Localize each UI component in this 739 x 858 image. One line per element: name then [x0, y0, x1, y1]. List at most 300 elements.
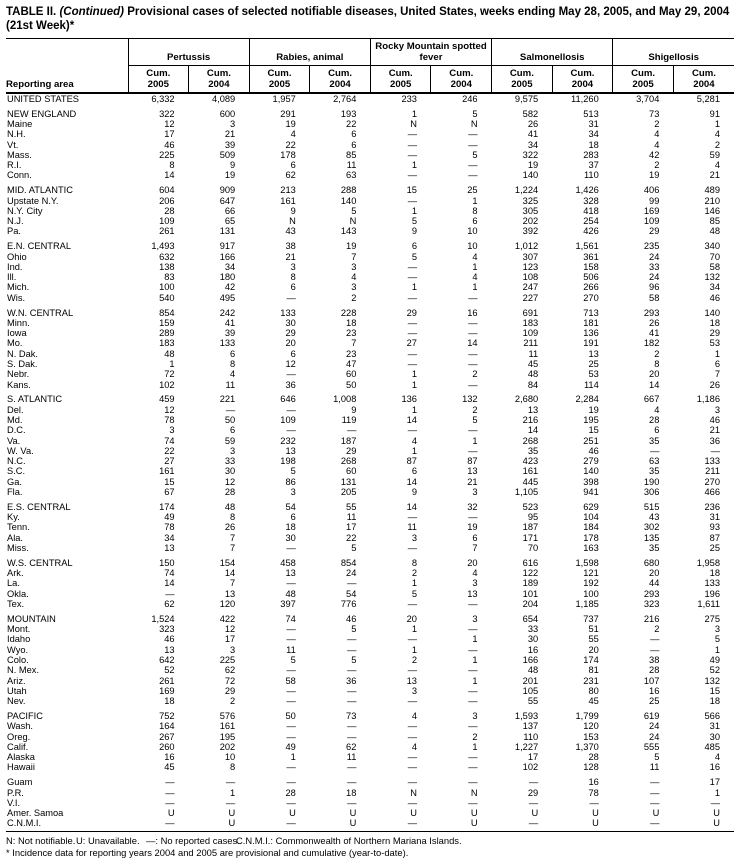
- value-cell: —: [407, 731, 417, 742]
- value-cell: —: [165, 588, 175, 599]
- value-cell: 67: [164, 487, 175, 498]
- table-row: [6, 711, 734, 721]
- value-cell: 513: [583, 108, 599, 119]
- value-cell: 195: [219, 731, 236, 742]
- value-cell: 19: [346, 241, 357, 252]
- value-cell: 35: [649, 466, 660, 477]
- value-cell: 83: [164, 272, 175, 283]
- value-cell: 397: [280, 599, 296, 610]
- value-cell: 540: [159, 292, 175, 303]
- value-cell: —: [347, 797, 357, 808]
- value-cell: 34: [588, 129, 599, 140]
- value-cell: 6: [411, 466, 417, 477]
- value-cell: 171: [522, 532, 539, 543]
- value-cell: 3: [230, 644, 236, 655]
- reporting-area-cell: Oreg.: [7, 731, 31, 742]
- col-group-rabies-animal: Rabies, animal: [249, 38, 370, 65]
- value-cell: —: [468, 777, 478, 788]
- value-cell: 5: [351, 543, 357, 554]
- value-cell: 22: [346, 532, 357, 543]
- col-group-salmonellosis: Salmonellosis: [492, 38, 613, 65]
- value-cell: 25: [467, 185, 478, 196]
- reporting-area-cell: Ohio: [7, 251, 27, 262]
- legend-cnmi: C.N.M.I.: Commonwealth of Northern Mariana Islands.: [236, 834, 462, 846]
- value-cell: —: [407, 762, 417, 773]
- value-cell: 140: [704, 307, 720, 318]
- value-cell: —: [286, 578, 296, 589]
- value-cell: 1,186: [696, 394, 720, 405]
- table-row: [6, 512, 734, 522]
- table-row: [6, 466, 734, 476]
- value-cell: —: [468, 425, 478, 436]
- value-cell: 5: [290, 655, 296, 666]
- value-cell: 59: [224, 435, 236, 446]
- table-row: [6, 282, 734, 292]
- value-cell: 228: [340, 307, 357, 318]
- value-cell: 1: [472, 675, 478, 686]
- value-cell: 18: [709, 317, 720, 328]
- value-cell: —: [165, 818, 175, 829]
- value-cell: 78: [588, 787, 599, 798]
- value-cell: 24: [649, 251, 660, 262]
- value-cell: 14: [224, 568, 236, 579]
- value-cell: 34: [164, 532, 175, 543]
- value-cell: 555: [643, 741, 660, 752]
- table-row: [6, 436, 734, 446]
- value-cell: 36: [709, 435, 720, 446]
- value-cell: N: [349, 216, 357, 227]
- value-cell: 87: [406, 456, 417, 467]
- value-cell: 50: [346, 379, 357, 390]
- value-cell: U: [167, 808, 175, 819]
- value-cell: 202: [219, 741, 236, 752]
- value-cell: —: [407, 818, 417, 829]
- table-row: [6, 634, 734, 644]
- value-cell: 85: [709, 216, 720, 227]
- value-cell: 14: [164, 170, 175, 181]
- value-cell: 41: [527, 129, 539, 140]
- value-cell: 3: [411, 685, 417, 696]
- value-cell: 305: [522, 205, 539, 216]
- value-cell: 5: [351, 205, 357, 216]
- value-cell: 1: [472, 261, 478, 272]
- value-cell: 1: [411, 578, 417, 589]
- value-cell: 6: [472, 216, 478, 227]
- value-cell: 1,493: [151, 241, 175, 252]
- value-cell: —: [407, 195, 417, 206]
- value-cell: 13: [588, 348, 599, 359]
- value-cell: 6: [472, 532, 478, 543]
- value-cell: 776: [340, 599, 357, 610]
- value-cell: U: [531, 808, 539, 819]
- value-cell: 74: [164, 568, 175, 579]
- reporting-area-cell: Vt.: [7, 139, 19, 150]
- table-row: [6, 369, 734, 379]
- value-cell: —: [407, 512, 417, 523]
- title-week: (21st Week)*: [6, 20, 75, 33]
- value-cell: 23: [346, 348, 357, 359]
- value-cell: —: [468, 512, 478, 523]
- table-row: [6, 752, 734, 762]
- reporting-area-cell: Ind.: [7, 261, 23, 272]
- reporting-area-cell: Mont.: [7, 624, 31, 635]
- value-cell: 18: [285, 522, 296, 533]
- value-cell: 72: [164, 369, 175, 380]
- value-cell: 19: [224, 170, 236, 181]
- table-row: [6, 502, 734, 512]
- value-cell: 169: [643, 205, 660, 216]
- value-cell: 20: [649, 568, 660, 579]
- value-cell: 4: [351, 272, 357, 283]
- value-cell: 6,332: [151, 93, 175, 104]
- reporting-area-cell: Minn.: [7, 317, 30, 328]
- value-cell: 28: [285, 787, 296, 798]
- value-cell: 1: [411, 282, 417, 293]
- value-cell: 193: [340, 108, 357, 119]
- value-cell: 204: [522, 599, 539, 610]
- value-cell: 3,704: [636, 93, 660, 104]
- table-row: [6, 558, 734, 568]
- value-cell: 13: [285, 445, 296, 456]
- table-row: [6, 308, 734, 318]
- value-cell: —: [347, 665, 357, 676]
- value-cell: 13: [164, 543, 175, 554]
- value-cell: 1,105: [514, 487, 539, 498]
- value-cell: 20: [467, 557, 478, 568]
- value-cell: 150: [159, 557, 175, 568]
- value-cell: 25: [709, 543, 720, 554]
- value-cell: —: [468, 317, 478, 328]
- value-cell: 235: [643, 241, 660, 252]
- value-cell: 854: [340, 557, 357, 568]
- reporting-area-cell: Del.: [7, 404, 24, 415]
- reporting-area-cell: Fla.: [7, 487, 23, 498]
- value-cell: —: [407, 777, 417, 788]
- value-cell: 47: [346, 359, 357, 369]
- value-cell: 201: [522, 675, 539, 686]
- table-row: [6, 160, 734, 170]
- value-cell: 14: [406, 414, 417, 425]
- value-cell: 133: [704, 456, 720, 467]
- value-cell: 38: [285, 241, 296, 252]
- value-cell: U: [349, 818, 357, 829]
- table-row: [6, 380, 734, 390]
- reporting-area-cell: Alaska: [7, 752, 35, 763]
- value-cell: 13: [467, 588, 478, 599]
- title-text: Provisional cases of selected notifiable diseases, United States, weeks ending May 28, 2005, and May 29, 2004: [127, 6, 730, 18]
- table-title: [6, 5, 734, 34]
- value-cell: 3: [169, 425, 175, 436]
- value-cell: 9: [411, 487, 417, 498]
- value-cell: 1,426: [575, 185, 599, 196]
- value-cell: 19: [467, 522, 478, 533]
- value-cell: 268: [340, 456, 357, 467]
- reporting-area-cell: Amer. Samoa: [7, 808, 64, 819]
- reporting-area-cell: N.Y. City: [7, 205, 43, 216]
- reporting-area-cell: Colo.: [7, 655, 29, 666]
- value-cell: 109: [522, 328, 539, 339]
- table-row: [6, 272, 734, 282]
- value-cell: —: [468, 328, 478, 339]
- value-cell: 445: [522, 476, 539, 487]
- value-cell: 16: [527, 644, 539, 655]
- value-cell: 49: [709, 655, 720, 666]
- table-row: [6, 456, 734, 466]
- value-cell: 32: [467, 501, 478, 512]
- value-cell: 242: [219, 307, 236, 318]
- value-cell: 7: [472, 543, 478, 554]
- value-cell: 136: [583, 328, 599, 339]
- notifiable-diseases-table: [6, 38, 734, 832]
- value-cell: —: [650, 797, 660, 808]
- value-cell: 24: [346, 568, 357, 579]
- value-cell: 13: [406, 675, 417, 686]
- table-number: TABLE II.: [6, 6, 57, 18]
- value-cell: 4: [714, 752, 720, 763]
- value-cell: 3: [714, 624, 720, 635]
- reporting-area-cell: Mass.: [7, 149, 32, 160]
- value-cell: 9: [290, 205, 296, 216]
- reporting-area-cell: P.R.: [7, 787, 24, 798]
- value-cell: 46: [709, 414, 720, 425]
- table-row: [6, 262, 734, 272]
- value-cell: 110: [583, 170, 599, 181]
- value-cell: 49: [285, 741, 296, 752]
- value-cell: 909: [219, 185, 236, 196]
- value-cell: —: [286, 624, 296, 635]
- value-cell: 236: [704, 501, 720, 512]
- value-cell: —: [286, 762, 296, 773]
- value-cell: 6: [290, 512, 296, 523]
- value-cell: 275: [704, 613, 720, 624]
- reporting-area-cell: Okla.: [7, 588, 29, 599]
- value-cell: 941: [583, 487, 599, 498]
- value-cell: 5: [290, 466, 296, 477]
- value-cell: 3: [351, 282, 357, 293]
- value-cell: 128: [583, 762, 599, 773]
- value-cell: 28: [649, 665, 660, 676]
- value-cell: 21: [709, 170, 720, 181]
- value-cell: 458: [280, 557, 296, 568]
- table-row: [6, 696, 734, 706]
- value-cell: 18: [346, 787, 357, 798]
- value-cell: 1: [472, 195, 478, 206]
- value-cell: 3: [472, 578, 478, 589]
- value-cell: 4: [714, 129, 720, 140]
- value-cell: 293: [643, 307, 660, 318]
- value-cell: —: [468, 160, 478, 171]
- value-cell: 31: [709, 512, 720, 523]
- value-cell: —: [468, 129, 478, 140]
- value-cell: 293: [643, 588, 660, 599]
- table-row: [6, 599, 734, 609]
- value-cell: 231: [583, 675, 599, 686]
- value-cell: —: [407, 129, 417, 140]
- value-cell: 86: [285, 476, 296, 487]
- value-cell: U: [470, 818, 478, 829]
- value-cell: 123: [522, 261, 539, 272]
- reporting-area-cell: Kans.: [7, 379, 31, 390]
- value-cell: 37: [588, 160, 599, 171]
- reporting-area-cell: Wash.: [7, 721, 34, 732]
- value-cell: —: [468, 644, 478, 655]
- value-cell: 34: [527, 139, 539, 150]
- table-row: [6, 109, 734, 119]
- value-cell: —: [650, 445, 660, 456]
- value-cell: 189: [522, 578, 539, 589]
- reporting-area-cell: Nebr.: [7, 369, 30, 380]
- table-row: [6, 568, 734, 578]
- value-cell: 136: [401, 394, 417, 405]
- value-cell: 1: [169, 359, 175, 369]
- value-cell: 680: [643, 557, 660, 568]
- reporting-area-cell: MOUNTAIN: [7, 613, 56, 624]
- value-cell: 55: [588, 634, 599, 645]
- table-row: [6, 93, 734, 104]
- value-cell: 6: [714, 359, 720, 369]
- value-cell: 191: [583, 338, 599, 349]
- value-cell: 95: [527, 512, 539, 523]
- col-group-rocky-mountain-spotted-fever: Rocky Mountain spotted fever: [370, 38, 491, 65]
- reporting-area-cell: Guam: [7, 777, 33, 788]
- value-cell: 74: [285, 613, 296, 624]
- value-cell: 114: [583, 379, 599, 390]
- value-cell: —: [407, 149, 417, 160]
- reporting-area-cell: D.C.: [7, 425, 26, 436]
- value-cell: 63: [649, 456, 660, 467]
- value-cell: 322: [522, 149, 539, 160]
- value-cell: 291: [280, 108, 296, 119]
- reporting-area-cell: W.N. CENTRAL: [7, 307, 74, 318]
- value-cell: U: [410, 808, 417, 819]
- value-cell: 1,012: [514, 241, 539, 252]
- value-cell: U: [289, 808, 296, 819]
- value-cell: 196: [704, 588, 720, 599]
- value-cell: 100: [159, 282, 175, 293]
- reporting-area-cell: Upstate N.Y.: [7, 195, 59, 206]
- value-cell: 489: [704, 185, 720, 196]
- value-cell: —: [225, 404, 236, 415]
- value-cell: 34: [224, 261, 236, 272]
- subcol-cum-2004: Cum. 2004: [673, 65, 734, 93]
- footnotes: [6, 835, 734, 858]
- value-cell: 21: [709, 425, 720, 436]
- table-row: [6, 589, 734, 599]
- value-cell: 65: [224, 216, 236, 227]
- value-cell: 10: [467, 241, 478, 252]
- value-cell: 21: [224, 129, 236, 140]
- value-cell: —: [589, 797, 599, 808]
- value-cell: 485: [704, 741, 720, 752]
- value-cell: 30: [224, 466, 236, 477]
- value-cell: 11: [286, 644, 296, 655]
- value-cell: —: [286, 665, 296, 676]
- value-cell: —: [286, 777, 296, 788]
- value-cell: 131: [219, 226, 236, 237]
- value-cell: 4: [411, 741, 417, 752]
- value-cell: 45: [588, 696, 599, 707]
- value-cell: 323: [643, 599, 660, 610]
- table-row: [6, 150, 734, 160]
- table-row: [6, 721, 734, 731]
- value-cell: 109: [643, 216, 660, 227]
- value-cell: 35: [649, 543, 660, 554]
- subcol-cum-2004: Cum. 2004: [552, 65, 613, 93]
- value-cell: 58: [285, 675, 296, 686]
- value-cell: U: [228, 818, 236, 829]
- value-cell: 110: [523, 731, 539, 742]
- value-cell: 45: [164, 762, 175, 773]
- value-cell: 195: [583, 414, 599, 425]
- value-cell: 143: [340, 226, 357, 237]
- value-cell: 85: [346, 149, 357, 160]
- subcol-cum-2005: Cum. 2005: [370, 65, 431, 93]
- value-cell: 466: [704, 487, 720, 498]
- value-cell: 3: [230, 118, 236, 129]
- value-cell: 163: [583, 543, 599, 554]
- value-cell: N: [410, 118, 417, 129]
- value-cell: 30: [709, 731, 720, 742]
- value-cell: —: [407, 721, 417, 732]
- value-cell: 169: [159, 685, 175, 696]
- value-cell: 109: [280, 414, 296, 425]
- table-row: [6, 614, 734, 624]
- value-cell: 14: [164, 578, 175, 589]
- value-cell: 50: [224, 414, 236, 425]
- col-group-shigellosis: Shigellosis: [613, 38, 734, 65]
- value-cell: 289: [159, 328, 175, 339]
- value-cell: 322: [159, 108, 175, 119]
- legend-unavailable: U: Unavailable.: [76, 834, 140, 846]
- table-row: [6, 226, 734, 236]
- value-cell: 3: [411, 532, 417, 543]
- value-cell: 138: [159, 261, 175, 272]
- table-row: [6, 655, 734, 665]
- value-cell: 232: [280, 435, 296, 446]
- value-cell: 4: [714, 160, 720, 171]
- value-cell: 1,799: [575, 711, 599, 721]
- value-cell: 270: [704, 476, 720, 487]
- value-cell: 1: [290, 752, 296, 763]
- reporting-area-cell: N.J.: [7, 216, 24, 227]
- table-row: [6, 762, 734, 772]
- value-cell: 183: [159, 338, 175, 349]
- subcol-cum-2004: Cum. 2004: [189, 65, 250, 93]
- value-cell: 178: [583, 532, 599, 543]
- value-cell: 7: [230, 532, 236, 543]
- value-cell: 102: [522, 762, 539, 773]
- value-cell: 132: [704, 675, 720, 686]
- value-cell: 246: [462, 93, 478, 104]
- value-cell: 251: [583, 435, 599, 446]
- value-cell: 26: [527, 118, 539, 129]
- value-cell: 46: [346, 613, 357, 624]
- value-cell: 180: [219, 272, 236, 283]
- value-cell: 18: [588, 139, 599, 150]
- table-row: [6, 318, 734, 328]
- value-cell: 54: [285, 501, 296, 512]
- value-cell: 11: [649, 762, 660, 773]
- value-cell: 9: [351, 404, 357, 415]
- value-cell: 392: [522, 226, 539, 237]
- value-cell: 1,611: [697, 599, 720, 610]
- legend-not-notifiable: N: Not notifiable.: [6, 834, 76, 846]
- reporting-area-cell: Hawaii: [7, 762, 35, 773]
- value-cell: 18: [709, 568, 720, 579]
- value-cell: 35: [649, 435, 660, 446]
- value-cell: —: [407, 696, 417, 707]
- reporting-area-cell: Ill.: [7, 272, 17, 283]
